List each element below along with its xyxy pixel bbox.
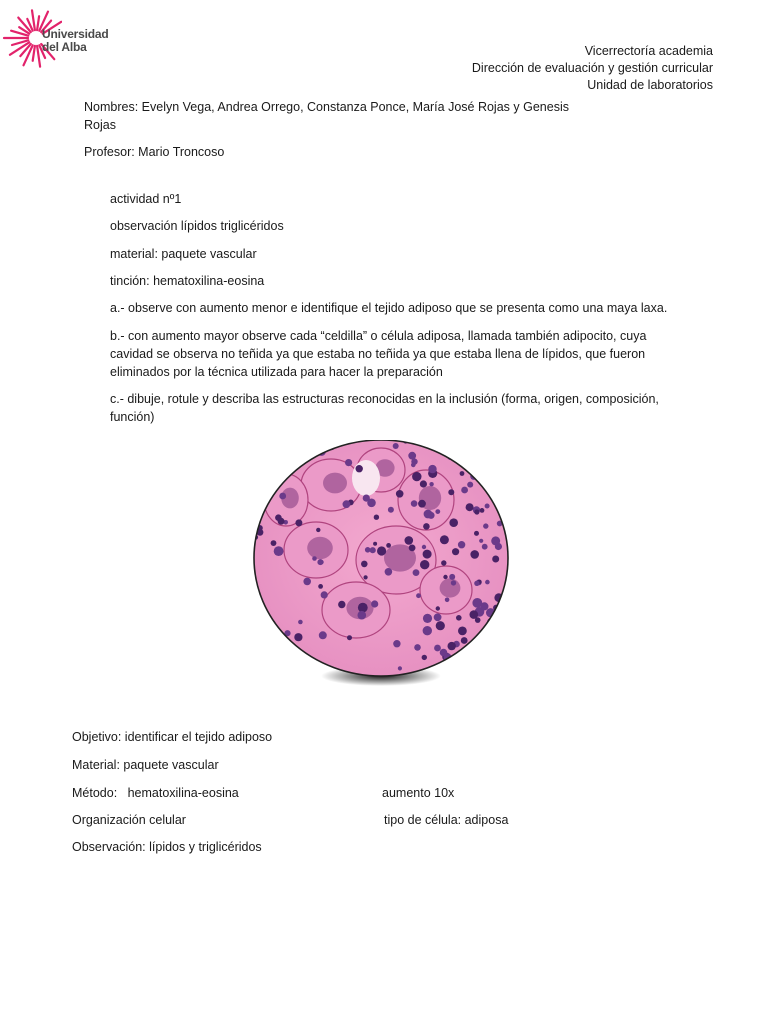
summary-cell-type: tipo de célula: adiposa <box>384 813 509 827</box>
institution-header <box>472 43 713 94</box>
activity-observation: observación lípidos triglicéridos <box>110 219 284 233</box>
student-names: Nombres: Evelyn Vega, Andrea Orrego, Constanza Ponce, María José Rojas y Genesis Rojas <box>84 100 569 132</box>
university-logo <box>2 0 114 82</box>
header-line-2: Dirección de evaluación y gestión curricular <box>471 61 713 75</box>
step-a: a.- observe con aumento menor e identifique el tejido adiposo que se presenta como una maya laxa. <box>110 301 668 315</box>
summary-material: Material: paquete vascular <box>72 758 219 772</box>
logo-line-1: Universidad <box>42 27 109 41</box>
summary-magnification: aumento 10x <box>382 786 455 800</box>
summary-objective: Objetivo: identificar el tejido adiposo <box>72 730 273 744</box>
logo-wordmark <box>42 28 109 54</box>
step-b: b.- con aumento mayor observe cada “celdilla” o célula adiposa, llamada también adipocito, cuya cavidad se observa no teñida ya que estaba no teñida ya que estaba llena de lípidos, que fueron eliminados por la técnica utilizada para hacer la preparación <box>110 329 647 379</box>
summary-method: Método: hematoxilina-eosina <box>72 786 239 800</box>
activity-title: actividad nº1 <box>110 192 182 206</box>
logo-line-2: del Alba <box>42 40 87 54</box>
summary-organization: Organización celular <box>72 813 186 827</box>
summary-observation: Observación: lípidos y triglicéridos <box>72 840 262 854</box>
header-line-1: Vicerrectoría academia <box>584 44 713 58</box>
professor-name: Profesor: Mario Troncoso <box>84 145 225 159</box>
activity-stain: tinción: hematoxilina-eosina <box>110 274 265 288</box>
histology-micrograph <box>246 440 516 690</box>
activity-material: material: paquete vascular <box>110 247 257 261</box>
step-c: c.- dibuje, rotule y describa las estructuras reconocidas en la inclusión (forma, origen, composición, función) <box>110 392 659 424</box>
header-line-3: Unidad de laboratorios <box>587 78 713 92</box>
